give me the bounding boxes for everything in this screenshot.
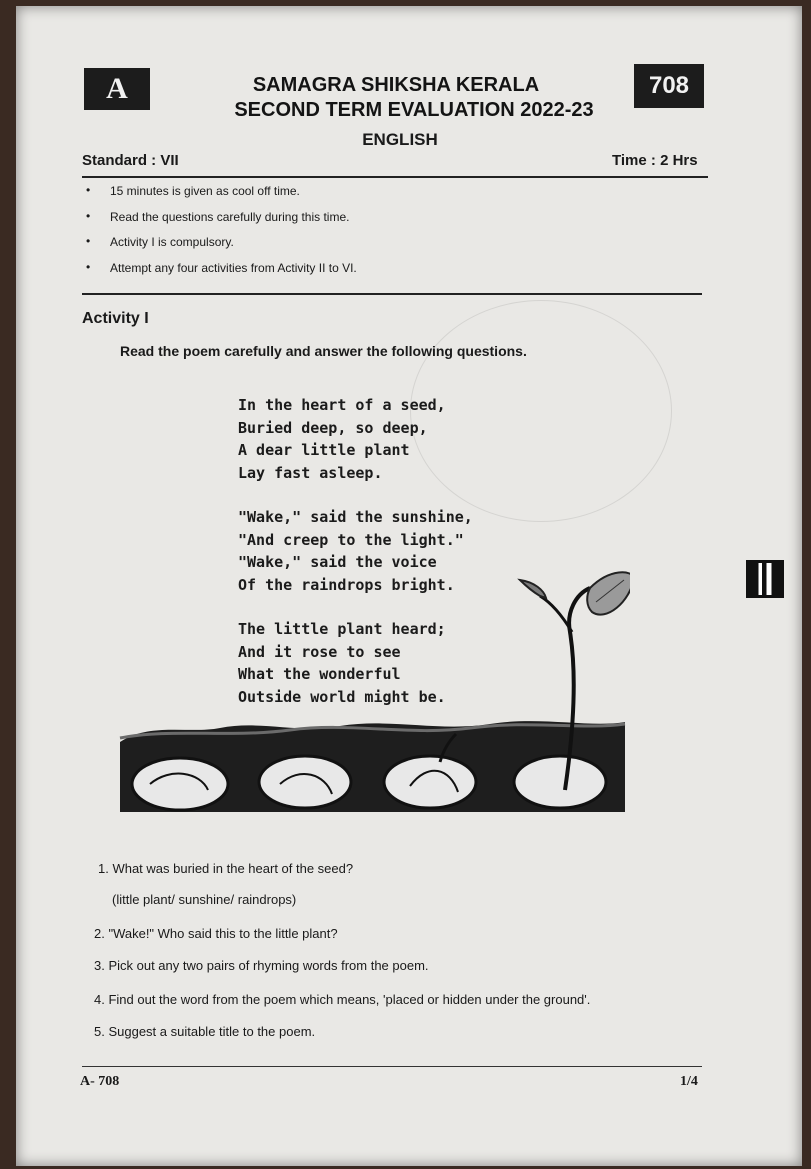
poem-line: "Wake," said the voice (238, 553, 437, 571)
instruction-item: • Activity I is compulsory. (86, 235, 646, 261)
question-1-options: (little plant/ sunshine/ raindrops) (112, 892, 297, 907)
header-divider (82, 176, 708, 178)
poem-line: The little plant heard; (238, 620, 446, 638)
qr-code-icon (746, 560, 784, 598)
poem-line: What the wonderful (238, 665, 401, 683)
standard-label: Standard : VII (82, 152, 179, 169)
question-3: 3. Pick out any two pairs of rhyming words from the poem. (94, 958, 429, 973)
activity-instruction: Read the poem carefully and answer the following questions. (120, 343, 527, 359)
poem-line: Outside world might be. (238, 687, 446, 706)
poem-line: "Wake," said the sunshine, (238, 508, 473, 526)
question-5: 5. Suggest a suitable title to the poem. (94, 1024, 316, 1039)
poem-stanza (238, 394, 538, 484)
poem-line: A dear little plant (238, 441, 410, 459)
poem-line: Lay fast asleep. (238, 463, 383, 482)
poem-line: And it rose to see (238, 642, 401, 661)
poem-line: Of the raindrops bright. (238, 575, 455, 594)
set-label-box: A (84, 68, 150, 110)
instructions-list (86, 184, 646, 286)
time-label: Time : 2 Hrs (612, 152, 698, 169)
footer-code: A- 708 (80, 1074, 120, 1089)
footer-divider (82, 1066, 702, 1067)
poem-line: Buried deep, so deep, (238, 418, 428, 437)
activity-title: Activity I (82, 310, 149, 327)
exam-title: SECOND TERM EVALUATION 2022-23 (234, 99, 594, 121)
question-1: 1. What was buried in the heart of the seed? (98, 861, 354, 876)
subject-title: ENGLISH (362, 130, 438, 149)
seed-germination-illustration (110, 562, 630, 826)
instruction-item: • Read the questions carefully during this time. (86, 210, 646, 236)
poem-line: In the heart of a seed, (238, 396, 446, 414)
question-4: 4. Find out the word from the poem which means, 'placed or hidden under the ground'. (94, 992, 591, 1007)
org-title: SAMAGRA SHIKSHA KERALA (252, 74, 540, 96)
instruction-item: • 15 minutes is given as cool off time. (86, 184, 646, 210)
poem-line: "And creep to the light." (238, 530, 464, 549)
page-number: 1/4 (680, 1074, 698, 1089)
instruction-item: • Attempt any four activities from Activity II to VI. (86, 261, 646, 287)
paper-code-box: 708 (634, 64, 704, 108)
question-2: 2. "Wake!" Who said this to the little plant? (94, 926, 338, 941)
instructions-divider (82, 293, 702, 295)
